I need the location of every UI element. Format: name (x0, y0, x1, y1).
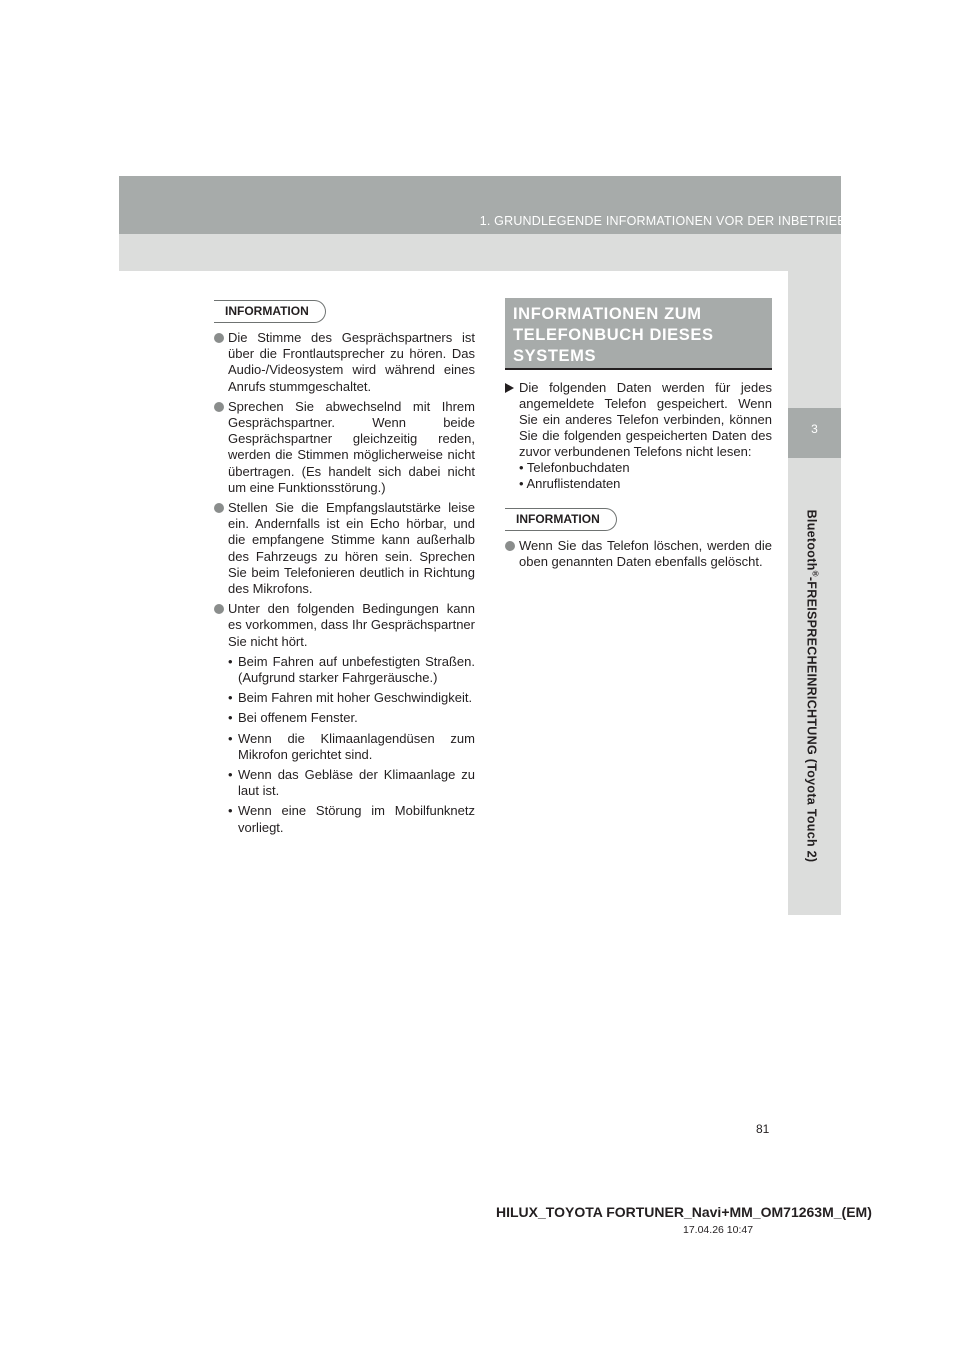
information-label: INFORMATION (225, 304, 309, 318)
page-number: 81 (756, 1122, 770, 1136)
side-label-reg: ® (810, 570, 820, 577)
bullet-dot-icon (214, 604, 224, 614)
section-heading (505, 298, 772, 370)
side-label-main: Bluetooth (804, 509, 819, 571)
information-badge (505, 508, 617, 531)
sub-item-text: Bei offenem Fenster. (238, 710, 358, 726)
document-code: HILUX_TOYOTA FORTUNER_Navi+MM_OM71263M_(EM) (496, 1204, 872, 1220)
intro-paragraph (505, 380, 772, 460)
document-date: 17.04.26 10:47 (683, 1224, 754, 1236)
bullet-text: Sprechen Sie abwechselnd mit Ihrem Gesprächspartner. Wenn beide Gesprächspartner gleichzeitig reden, werden die Stimmen möglicherweise nicht übertragen. (Es handelt sich dabei nicht um eine Funktionsstörung.) (228, 398, 475, 495)
list-item: • Anruflistendaten (519, 476, 621, 491)
bullet-dot-icon (505, 541, 515, 551)
sub-item: • Bei offenem Fenster. (214, 710, 475, 726)
sub-item-text: Beim Fahren mit hoher Geschwindigkeit. (238, 690, 473, 706)
sub-item-text: Wenn die Klimaanlagendüsen zum Mikrofon gerichtet sind. (238, 730, 475, 762)
bullet-dot-icon (214, 402, 224, 412)
bullet-dot-icon (214, 503, 224, 513)
bullet-text: Stellen Sie die Empfangslautstärke leise ein. Andernfalls ist ein Echo hörbar, und die empfangene Stimme kann außerhalb des Fahrzeugs zu hören sein. Sprechen Sie beim Telefonieren deutlich in Richtung des Mikrofons. (228, 500, 475, 597)
right-column (505, 298, 772, 574)
sub-item: • Wenn eine Störung im Mobilfunknetz vorliegt. (228, 803, 475, 835)
information-label: INFORMATION (516, 512, 600, 526)
intro-text: Die folgenden Daten werden für jedes angemeldete Telefon gespeichert. Wenn Sie ein anderes Telefon verbinden, können Sie die folgenden gespeicherten Daten des zuvor verbundenen Telefons nicht lesen: (519, 380, 772, 459)
sub-item-text: Wenn eine Störung im Mobilfunknetz vorliegt. (238, 803, 475, 835)
bullet-text: Die Stimme des Gesprächspartners ist über die Frontlautsprecher zu hören. Das Audio-/Videosystem wird während eines Anrufs stummgeschaltet. (228, 330, 475, 394)
sub-item-text: Beim Fahren auf unbefestigten Straßen. (Aufgrund starker Fahrgeräusche.) (238, 653, 475, 686)
sub-item-text: Wenn das Gebläse der Klimaanlage zu laut ist. (238, 767, 475, 799)
chapter-number-tab (788, 408, 841, 458)
chapter-number: 3 (811, 422, 818, 436)
bullet-text: Unter den folgenden Bedingungen kann es vorkommen, dass Ihr Gesprächspartner Sie nicht hört. (228, 601, 475, 649)
left-column (214, 300, 475, 840)
info-bullet (214, 399, 475, 496)
side-label-rest: -FREISPRECHEINRICHTUNG (Toyota Touch 2) (804, 576, 819, 863)
sub-item: • Wenn das Gebläse der Klimaanlage zu laut ist. (228, 767, 475, 799)
info-bullet (214, 330, 475, 395)
section-title-line-1: INFORMATIONEN ZUM (513, 305, 702, 323)
sub-item: • Beim Fahren mit hoher Geschwindigkeit. (214, 690, 475, 706)
info-bullet (214, 500, 475, 597)
bullet-text: Wenn Sie das Telefon löschen, werden die oben genannten Daten ebenfalls gelöscht. (519, 538, 772, 570)
information-badge (214, 300, 326, 323)
sub-item: • Beim Fahren auf unbefestigten Straßen. (Aufgrund starker Fahrgeräusche.) (228, 653, 475, 686)
chapter-title: 1. GRUNDLEGENDE INFORMATIONEN VOR DER INBETRIEBNAHME (479, 214, 892, 228)
side-tab-top (788, 271, 841, 408)
list-item: • Telefonbuchdaten (519, 460, 630, 475)
section-title-line-3: SYSTEMS (513, 347, 597, 365)
info-bullet (505, 538, 772, 570)
info-bullet (214, 601, 475, 650)
bullet-dot-icon (214, 333, 224, 343)
triangle-bullet-icon (505, 383, 514, 393)
section-title-line-2: TELEFONBUCH DIESES (513, 326, 714, 344)
sub-item: • Wenn die Klimaanlagendüsen zum Mikrofon gerichtet sind. (228, 730, 475, 762)
